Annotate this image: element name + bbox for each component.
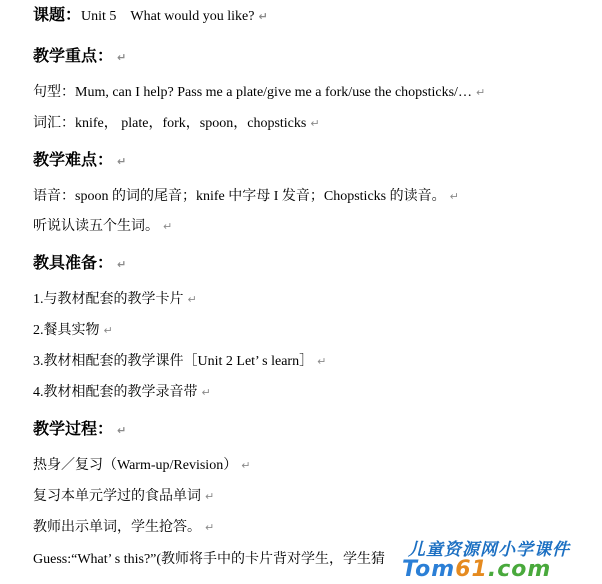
paragraph-mark-icon: ↵ [117, 258, 127, 271]
materials-item-4 [33, 383, 211, 403]
line-text: 听说认读五个生词。 [33, 219, 159, 234]
paragraph-mark-icon: ↵ [187, 293, 197, 306]
heading-text: 教学重点： [33, 46, 114, 65]
watermark-domain [402, 557, 551, 582]
paragraph-mark-icon: ↵ [449, 190, 459, 203]
paragraph-mark-icon: ↵ [205, 490, 215, 503]
lesson-unit: Unit 5 [81, 9, 117, 24]
paragraph-mark-icon: ↵ [241, 459, 251, 472]
materials-item-2 [33, 321, 113, 341]
paragraph-mark-icon: ↵ [475, 86, 486, 99]
paragraph-mark-icon: ↵ [117, 155, 127, 168]
difficulties-heading [33, 149, 126, 173]
line-text: 2.餐具实物 [33, 323, 100, 338]
site-watermark-logo [400, 535, 600, 583]
lesson-title-line [33, 4, 268, 28]
watermark-top-text: 儿童资源网小学课件 [408, 540, 570, 560]
vocabulary-line [33, 114, 320, 134]
procedure-heading [33, 418, 126, 442]
pronunciation-line [33, 187, 459, 207]
heading-text: 教具准备： [33, 253, 114, 272]
paragraph-mark-icon: ↵ [258, 10, 268, 23]
line-text: 复习本单元学过的食品单词 [33, 489, 201, 504]
paragraph-mark-icon: ↵ [205, 521, 215, 534]
line-text: 教师出示单词，学生抢答。 [33, 520, 201, 535]
review-line [33, 487, 214, 507]
new-words-line [33, 217, 172, 237]
line-text: 4.教材相配套的教学录音带 [33, 385, 198, 400]
line-text: 词汇：knife， plate，fork，spoon，chopsticks [33, 116, 307, 131]
materials-item-1 [33, 290, 197, 310]
paragraph-mark-icon: ↵ [163, 220, 173, 233]
line-text: 3.教材相配套的教学课件［Unit 2 Let’ s learn］ [33, 354, 314, 369]
materials-heading [33, 252, 126, 276]
line-text: 语音：spoon 的词的尾音；knife 中字母 I 发音；Chopsticks 的读音。 [33, 189, 446, 204]
line-text: Guess:“What’ s this?”(教师将手中的卡片背对学生，学生猜 [33, 552, 386, 567]
line-text: 句型：Mum, can I help? Pass me a plate/give me a fork/use the chopsticks/… [33, 85, 472, 100]
paragraph-mark-icon: ↵ [317, 355, 327, 368]
heading-text: 教学难点： [33, 150, 114, 169]
quick-answer-line [33, 518, 214, 538]
line-text: 1.与教材配套的教学卡片 [33, 292, 184, 307]
paragraph-mark-icon: ↵ [310, 117, 320, 130]
warmup-line [33, 456, 250, 476]
guess-line [33, 550, 385, 570]
watermark-domain-tom: Tom [402, 557, 456, 582]
paragraph-mark-icon: ↵ [117, 51, 127, 64]
heading-text: 教学过程： [33, 419, 114, 438]
lesson-name: What would you like? [130, 9, 255, 24]
line-text: 热身／复习（Warm-up/Revision） [33, 458, 238, 473]
paragraph-mark-icon: ↵ [103, 324, 113, 337]
watermark-domain-61: 61 [455, 557, 488, 582]
key-points-heading [33, 45, 126, 69]
watermark-domain-com: .com [487, 557, 552, 582]
materials-item-3 [33, 352, 326, 372]
paragraph-mark-icon: ↵ [201, 386, 211, 399]
sentence-patterns-line [33, 83, 485, 103]
paragraph-mark-icon: ↵ [117, 424, 127, 437]
lesson-title-label: 课题： [33, 5, 82, 24]
